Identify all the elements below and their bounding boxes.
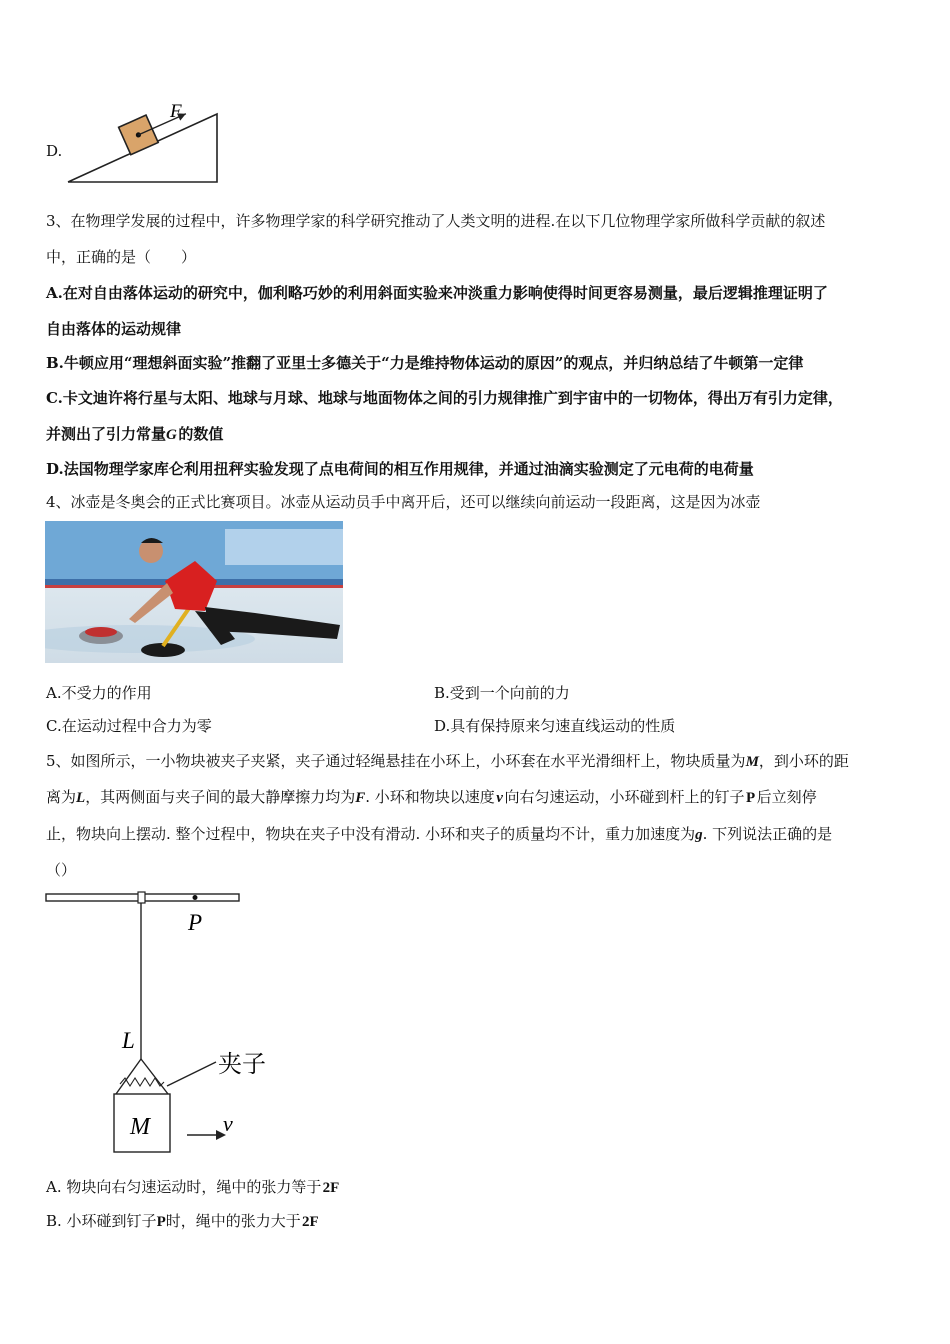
q5-option-a: A. 物块向右匀速运动时，绳中的张力等于 2F — [46, 1178, 340, 1196]
q3-option-c-line1: C.卡文迪许将行星与太阳、地球与月球、地球与地面物体之间的引力规律推广到宇宙中的一切物体，得出万有引力定律， — [46, 389, 843, 407]
clip-label: 夹子 — [218, 1052, 266, 1078]
incline-diagram — [60, 96, 230, 188]
q4-stem: 4、冰壶是冬奥会的正式比赛项目。冰壶从运动员手中离开后，还可以继续向前运动一段距离，这是因为冰壶 — [46, 493, 761, 511]
q5-stem-line2: 离为L，其两侧面与夹子间的最大静摩擦力均为F. 小环和物块以速度 v 向右匀速运动，小环碰到杆上的钉子 P 后立刻停 — [46, 788, 817, 806]
mass-label: M — [130, 1114, 150, 1140]
pendulum-diagram — [40, 888, 290, 1158]
q3-option-d: D.法国物理学家库仑利用扭秤实验发现了点电荷间的相互作用规律，并通过油滴实验测定了元电荷的电荷量 — [46, 460, 754, 478]
q5-stem-line1: 5、如图所示，一小物块被夹子夹紧，夹子通过轻绳悬挂在小环上，小环套在水平光滑细杆上，物块质量为M，到小环的距 — [46, 752, 849, 770]
rope-length-label: L — [122, 1028, 135, 1053]
q4-option-a: A.不受力的作用 — [46, 684, 152, 702]
q3-option-a-line1: A.在对自由落体运动的研究中，伽利略巧妙的利用斜面实验来冲淡重力影响使得时间更容易测量，最后逻辑推理证明了 — [46, 284, 828, 302]
clip — [116, 1059, 168, 1094]
q5-option-b: B. 小环碰到钉子P时，绳中的张力大于 2F — [46, 1212, 319, 1230]
force-label: F — [170, 101, 182, 122]
q3-option-a-line2: 自由落体的运动规律 — [46, 320, 182, 338]
curling-photo — [45, 521, 343, 663]
q5-stem-line4: （） — [46, 861, 77, 879]
q3-stem-line1: 3、在物理学发展的过程中，许多物理学家的科学研究推动了人类文明的进程.在以下几位物理学家所做科学贡献的叙述 — [46, 212, 826, 230]
nail-p-label: P — [188, 910, 203, 935]
small-ring — [138, 892, 145, 903]
q4-option-c: C.在运动过程中合力为零 — [46, 717, 212, 735]
q4-option-d: D.具有保持原来匀速直线运动的性质 — [434, 717, 676, 735]
nail-p — [193, 895, 198, 900]
clip-pointer — [167, 1062, 216, 1086]
velocity-label: v — [223, 1111, 233, 1136]
q3-option-b: B.牛顿应用“理想斜面实验”推翻了亚里士多德关于“力是维持物体运动的原因”的观点，并归纳总结了牛顿第一定律 — [46, 354, 804, 372]
option-d-label: D. — [46, 142, 63, 160]
q3-stem-line2: 中，正确的是（ ） — [46, 248, 197, 266]
q3-option-c-line2: 并测出了引力常量G 的数值 — [46, 425, 224, 443]
q5-stem-line3: 止，物块向上摆动. 整个过程中，物块在夹子中没有滑动. 小环和夹子的质量均不计，重力加速度为g. 下列说法正确的是 — [46, 825, 833, 843]
q4-option-b: B.受到一个向前的力 — [434, 684, 570, 702]
